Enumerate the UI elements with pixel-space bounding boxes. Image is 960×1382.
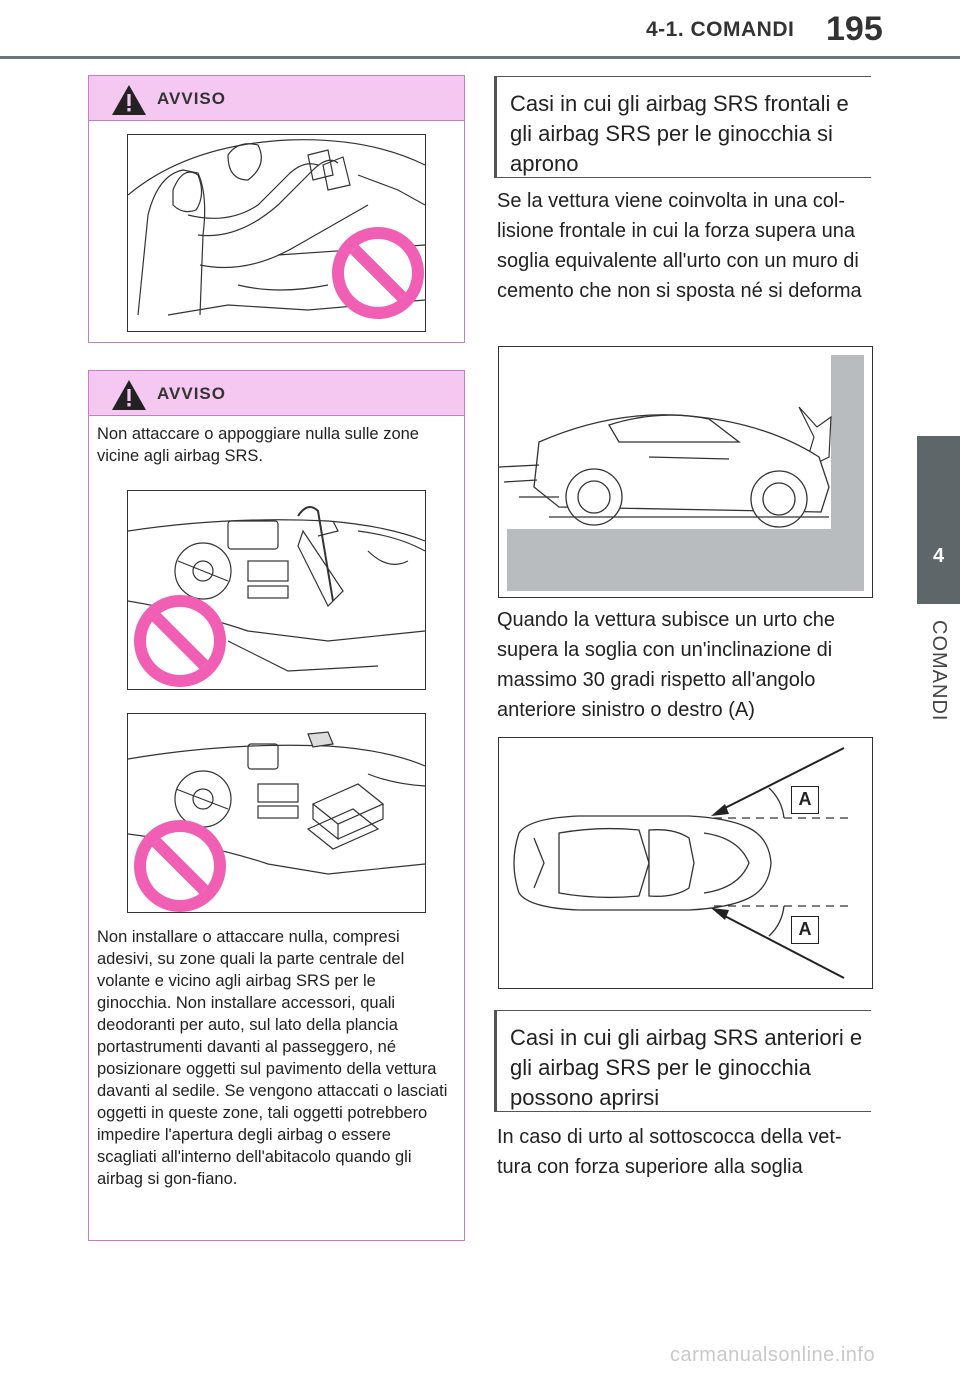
- objects-floor-drawing: [128, 714, 425, 912]
- top-view-car-drawing: [499, 738, 872, 988]
- warning-header: [89, 371, 464, 416]
- chapter-label: COMANDI: [928, 620, 950, 722]
- section-heading-frontal: [494, 76, 871, 178]
- illustration-top-view-angle: [498, 737, 873, 989]
- warning-triangle-icon: [111, 379, 147, 411]
- page-number: 195: [826, 10, 883, 48]
- warning-label: AVVISO: [157, 384, 226, 403]
- section-heading-underbody: [494, 1010, 871, 1112]
- warning-label: AVVISO: [157, 89, 226, 108]
- warning-box-2: [88, 370, 465, 1241]
- angle-label-a-bottom: A: [791, 916, 819, 944]
- heading-text: Casi in cui gli airbag SRS frontali e gli airbag SRS per le ginocchia si aprono: [510, 91, 849, 176]
- paragraph-angle-collision: Quando la vettura subisce un urto che supera la soglia con un'inclinazione di massimo 30 gradi rispetto all'angolo anteriore sinistro o destro (A): [497, 609, 835, 721]
- umbrella-dashboard-drawing: [128, 491, 425, 689]
- chapter-tab: [917, 436, 960, 604]
- header-rule: [0, 56, 960, 59]
- paragraph-frontal-collision: Se la vettura viene coinvolta in una col-lisione frontale in cui la forza supera una soglia equivalente all'urto con un muro di cemento che non si sposta né si deforma: [497, 190, 862, 302]
- warning-header: [89, 76, 464, 121]
- angle-label-a-top: A: [791, 786, 819, 814]
- section-title: 4-1. COMANDI: [646, 18, 795, 41]
- warning-box-1: [88, 75, 465, 343]
- chapter-number: 4: [932, 545, 945, 567]
- heading-text: Casi in cui gli airbag SRS anteriori e gli airbag SRS per le ginocchia possono aprirsi: [510, 1025, 863, 1110]
- warning-triangle-icon: [111, 84, 147, 116]
- feet-on-dashboard-drawing: [128, 135, 425, 331]
- watermark: carmanualsonline.info: [670, 1344, 876, 1366]
- wall-crash-drawing: [499, 347, 872, 597]
- warning-text-1: Non attaccare o appoggiare nulla sulle zone vicine agli airbag SRS.: [97, 425, 419, 465]
- illustration-umbrella-on-dashboard: [127, 490, 426, 690]
- paragraph-underbody: In caso di urto al sottoscocca della vet-tura con forza superiore alla soglia: [497, 1126, 842, 1178]
- illustration-feet-on-dashboard: [127, 134, 426, 332]
- warning-text-2: Non installare o attaccare nulla, compresi adesivi, su zone quali la parte centrale del volante e vicino agli airbag SRS per le ginocchia. Non installare accessori, quali deodoranti per auto, sul lato della plancia portastrumenti davanti al passeggero, né posizionare oggetti sul pavimento della vettura davanti al sedile. Se vengono attaccati o lasciati oggetti in queste zone, tali oggetti potrebbero impedire l'apertura degli airbag o essere scagliati all'interno dell'abitacolo quando gli airbag si gon-fiano.: [97, 928, 448, 1188]
- illustration-wall-crash: [498, 346, 873, 598]
- illustration-objects-on-floor: [127, 713, 426, 913]
